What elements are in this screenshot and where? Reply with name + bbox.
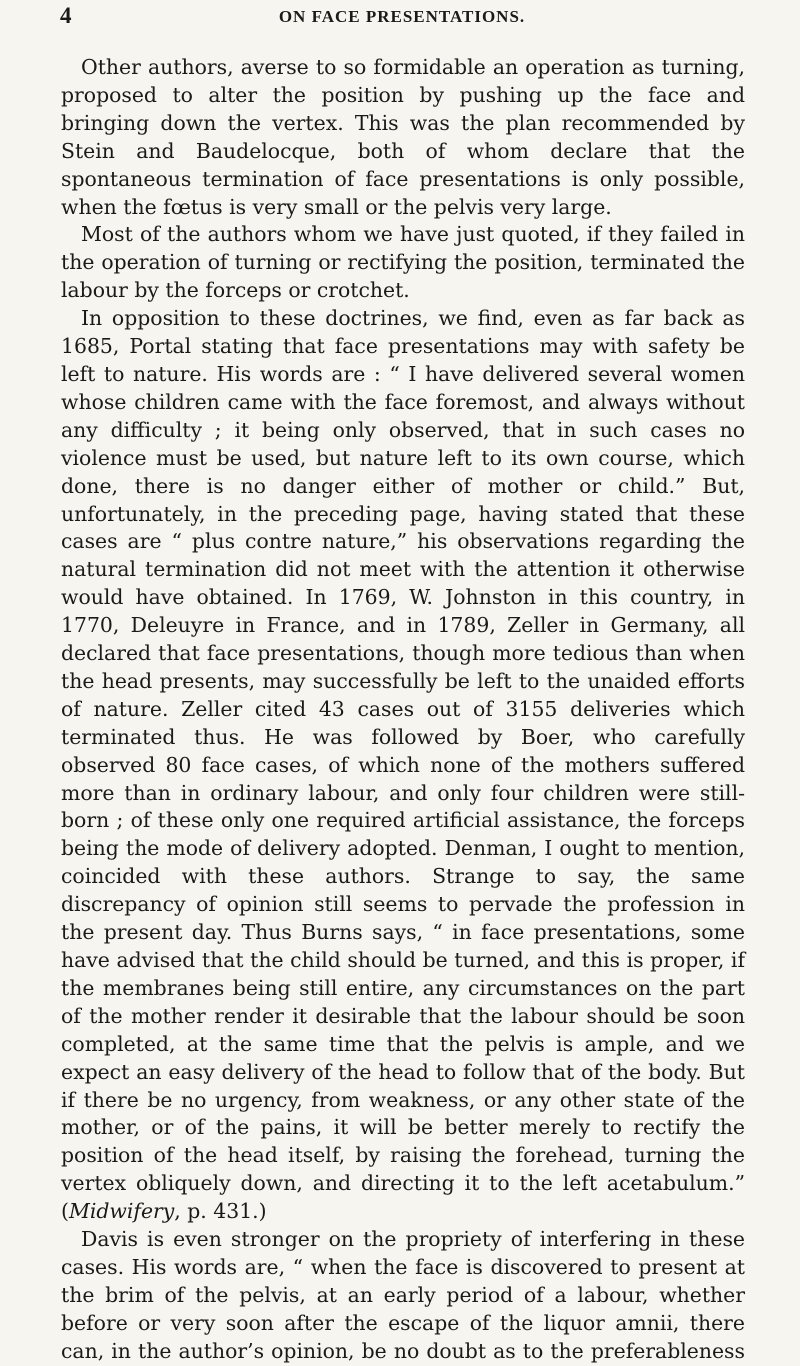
paragraph-forceps-crotchet xyxy=(61,221,745,305)
running-title: ON FACE PRESENTATIONS. xyxy=(278,7,526,26)
citation-work-title: Midwifery xyxy=(68,1199,175,1224)
paragraph-opposition-doctrines xyxy=(61,305,745,1226)
paragraph-text: Other authors, averse to so formidable an operation as turning, proposed to alter the position by pushing up the face and bringing down the vertex. This was the plan recommended by Stein and Baudelocque, both of whom declare that the spontaneous termination of face presentations is only possible, when the fœtus is very small or the pelvis very large. xyxy=(61,55,745,219)
citation-open: ( xyxy=(61,1199,69,1224)
page-number: 4 xyxy=(60,3,72,28)
citation-page: , p. 431.) xyxy=(174,1199,267,1224)
paragraph-davis xyxy=(61,1226,745,1366)
body-text xyxy=(61,54,745,1366)
paragraph-text: Most of the authors whom we have just quoted, if they failed in the operation of turning or rectifying the position, terminated the labour by the forceps or crotchet. xyxy=(61,222,745,303)
running-head xyxy=(60,4,744,28)
paragraph-turning-alternatives xyxy=(61,54,745,221)
paragraph-text: Davis is even stronger on the propriety of interfering in these cases. His words are, “ when the face is discovered to present at the brim of the pelvis, at an early period of a labour, whether before or very soon after the escape of the liquor amnii, there can, in the author’s opinion, be no doubt as to the preferableness xyxy=(61,1227,745,1363)
paragraph-text: In opposition to these doctrines, we find, even as far back as 1685, Portal stating that face presentations may with safety be left to nature. His words are : “ I have delivered several women whose children came with the face foremost, and always without any difficulty ; it being only observed, that in such cases no violence must be used, but nature left to its own course, which done, there is no danger either of mother or child.” But, unfortunately, in the preceding page, having stated that these cases are “ plus contre nature,” his observations regarding the natural termination did not meet with the attention it otherwise would have obtained. In 1769, W. Johnston in this country, in 1770, Deleuyre in France, and in 1789, Zeller in Germany, all declared that face presentations, though more tedious than when the head presents, may successfully be left to the unaided efforts of nature. Zeller cited 43 cases out of 3155 deliveries which terminated thus. He was followed by Boer, who carefully observed 80 face cases, of which none of the mothers suffered more than in ordinary labour, and only four children were still-born ; of these only one required artificial assistance, the forceps being the mode of delivery adopted. Denman, I ought to mention, coincided with these authors. Strange to say, the same discrepancy of opinion still seems to pervade the profession in the present day. Thus Burns says, “ in face presentations, some have advised that the child should be turned, and this is proper, if the membranes being still entire, any circumstances on the part of the mother render it desirable that the labour should be soon completed, at the same time that the pelvis is ample, and we expect an easy delivery of the head to follow that of the body. But if there be no urgency, from weakness, or any other state of the mother, or of the pains, it will be better merely to rectify the position of the head itself, by raising the forehead, turning the vertex obliquely down, and directing it to the left acetabulum.” xyxy=(61,306,745,1196)
